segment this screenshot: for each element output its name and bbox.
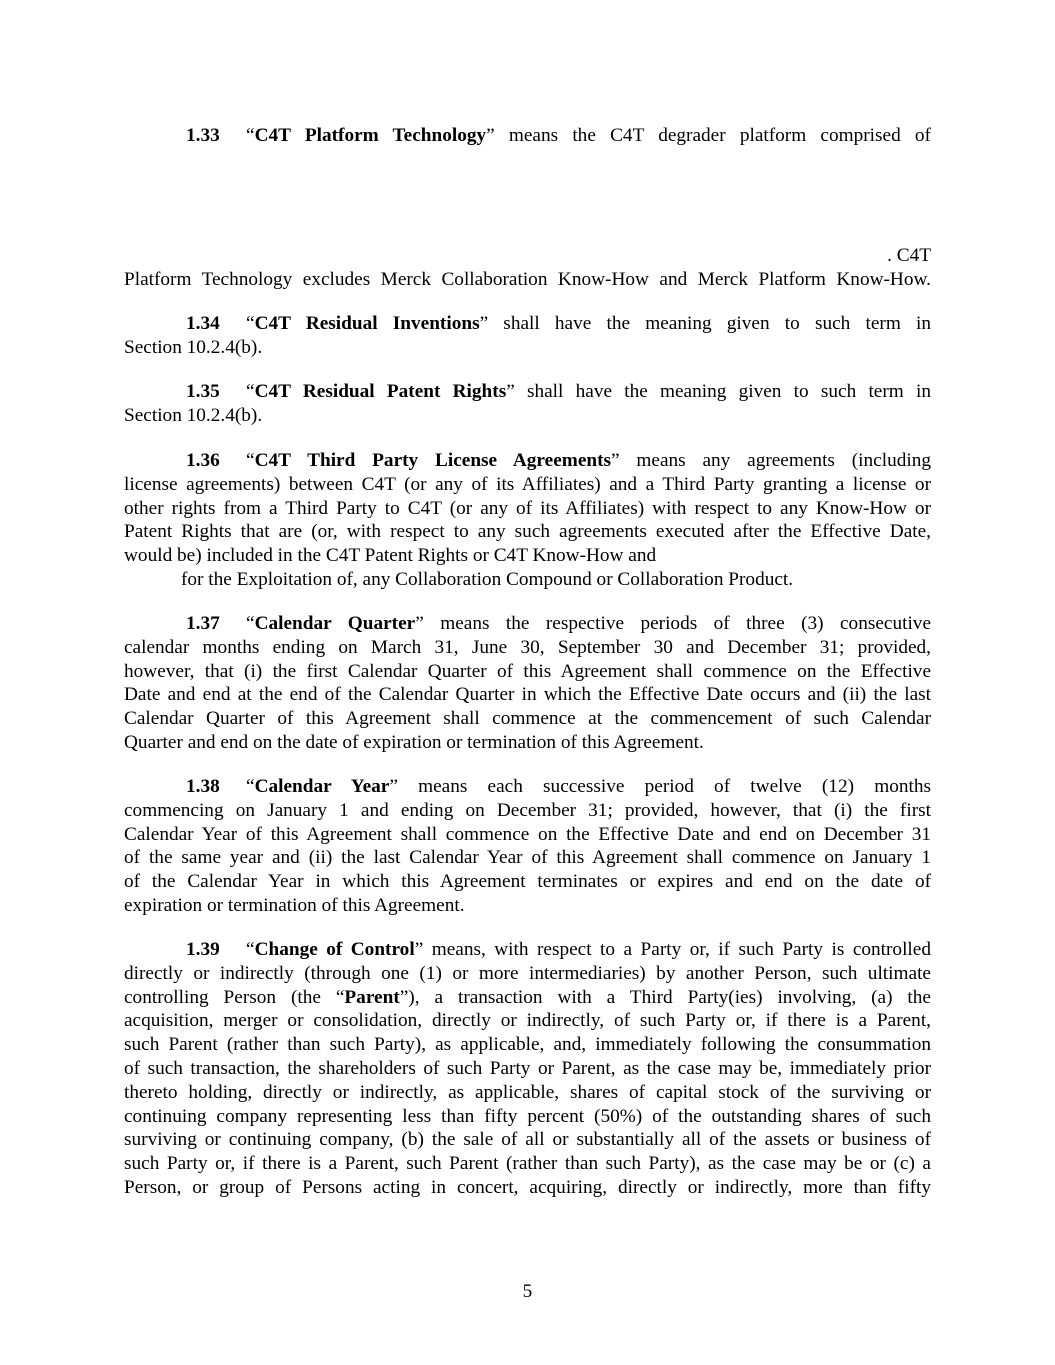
- section-line: of the Calendar Year in which this Agreement terminates or expires and end on the date of: [124, 871, 931, 893]
- section-line: 1.35 “C4T Residual Patent Rights” shall have the meaning given to such term in: [186, 381, 931, 402]
- section-line: Date and end at the end of the Calendar Quarter in which the Effective Date occurs and (ii) the last: [124, 684, 931, 706]
- section-line: Platform Technology excludes Merck Collaboration Know-How and Merck Platform Know-How.: [124, 268, 931, 290]
- section-1-33-continued: [124, 244, 931, 292]
- section-1-36: [124, 449, 931, 592]
- section-number: 1.33: [186, 125, 220, 146]
- defined-term: C4T Platform Technology: [254, 125, 487, 146]
- section-line: controlling Person (the “Parent”), a transaction with a Third Party(ies) involving, (a) the: [124, 986, 931, 1008]
- defined-term: C4T Third Party License Agreements: [254, 450, 612, 471]
- section-1-34: [124, 312, 931, 360]
- section-line: other rights from a Third Party to C4T (or any of its Affiliates) with respect to any Know-How or: [124, 497, 931, 519]
- section-line: 1.38 “Calendar Year” means each successive period of twelve (12) months: [186, 776, 931, 797]
- section-1-33: [124, 124, 931, 148]
- section-line: expiration or termination of this Agreement.: [124, 894, 465, 916]
- section-line: Person, or group of Persons acting in concert, acquiring, directly or indirectly, more than fifty: [124, 1176, 931, 1198]
- section-line: Patent Rights that are (or, with respect to any such agreements executed after the Effective Date,: [124, 521, 931, 543]
- section-number: 1.37: [186, 613, 220, 634]
- section-line: such Parent (rather than such Party), as applicable, and, immediately following the consummation: [124, 1034, 931, 1056]
- section-line: commencing on January 1 and ending on December 31; provided, however, that (i) the first: [124, 799, 931, 821]
- defined-term: Parent: [344, 986, 400, 1008]
- section-line: Section 10.2.4(b).: [124, 336, 263, 358]
- section-line: 1.36 “C4T Third Party License Agreements” means any agreements (including: [186, 450, 931, 471]
- defined-term: C4T Residual Inventions: [254, 313, 480, 334]
- section-line: license agreements) between C4T (or any of its Affiliates) and a Third Party granting a license or: [124, 473, 931, 495]
- section-line: 1.34 “C4T Residual Inventions” shall have the meaning given to such term in: [186, 313, 931, 334]
- defined-term: Change of Control: [254, 939, 415, 960]
- section-line: thereto holding, directly or indirectly, as applicable, shares of capital stock of the surviving or: [124, 1081, 931, 1103]
- section-line: directly or indirectly (through one (1) or more intermediaries) by another Person, such ultimate: [124, 962, 931, 984]
- section-line: surviving or continuing company, (b) the sale of all or substantially all of the assets or business of: [124, 1129, 931, 1151]
- section-line: however, that (i) the first Calendar Quarter of this Agreement shall commence on the Effective: [124, 660, 931, 682]
- section-number: 1.36: [186, 450, 220, 471]
- section-line: . C4T: [887, 245, 931, 266]
- section-line: such Party or, if there is a Parent, such Parent (rather than such Party), as the case may be or (c) a: [124, 1153, 931, 1175]
- section-number: 1.38: [186, 776, 220, 797]
- section-line: would be) included in the C4T Patent Rights or C4T Know-How and: [124, 545, 657, 567]
- section-line: Quarter and end on the date of expiration or termination of this Agreement.: [124, 731, 704, 753]
- defined-term: Calendar Year: [254, 776, 390, 797]
- section-line: Section 10.2.4(b).: [124, 404, 263, 426]
- section-line: of such transaction, the shareholders of such Party or Parent, as the case may be, immediately prior: [124, 1057, 931, 1079]
- section-line: for the Exploitation of, any Collaboration Compound or Collaboration Product.: [181, 568, 794, 590]
- section-1-35: [124, 380, 931, 428]
- section-line: 1.33 “C4T Platform Technology” means the C4T degrader platform comprised of: [186, 125, 931, 146]
- section-number: 1.35: [186, 381, 220, 402]
- defined-term: C4T Residual Patent Rights: [254, 381, 507, 402]
- section-1-38: [124, 775, 931, 918]
- section-1-39: [124, 938, 931, 1200]
- section-number: 1.39: [186, 939, 220, 960]
- section-line: of the same year and (ii) the last Calendar Year of this Agreement shall commence on January 1: [124, 847, 931, 869]
- section-line: Calendar Year of this Agreement shall commence on the Effective Date and end on December 31: [124, 823, 931, 845]
- section-1-37: [124, 612, 931, 755]
- section-line: calendar months ending on March 31, June 30, September 30 and December 31; provided,: [124, 636, 931, 658]
- section-number: 1.34: [186, 313, 220, 334]
- page-number: 5: [522, 1281, 533, 1302]
- defined-term: Calendar Quarter: [254, 613, 416, 634]
- section-line: 1.37 “Calendar Quarter” means the respective periods of three (3) consecutive: [186, 613, 932, 634]
- section-line: continuing company representing less than fifty percent (50%) of the outstanding shares of such: [124, 1105, 931, 1127]
- section-line: Calendar Quarter of this Agreement shall commence at the commencement of such Calendar: [124, 708, 931, 730]
- section-line: 1.39 “Change of Control” means, with respect to a Party or, if such Party is controlled: [186, 939, 931, 960]
- section-line: acquisition, merger or consolidation, directly or indirectly, of such Party or, if there is a Parent,: [124, 1010, 931, 1032]
